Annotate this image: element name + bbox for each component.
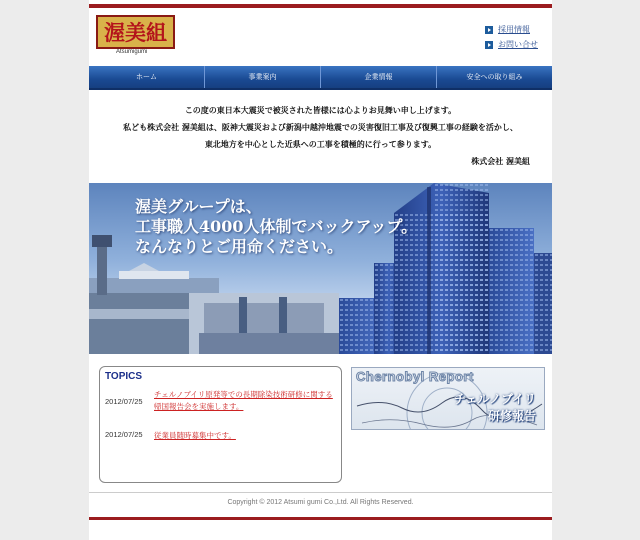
nav-home[interactable]: ホーム [89,66,205,88]
topic-date: 2012/07/25 [105,397,143,406]
recruit-link[interactable] [485,22,538,37]
copyright: Copyright © 2012 Atsumi gumi Co.,Ltd. All Rights Reserved. [227,499,414,506]
topics-title: TOPICS [105,371,143,382]
earthquake-notice [89,102,552,170]
notice-line-3: 東北地方を中心とした近県への工事を積極的に行って参ります。 [204,140,437,149]
banner-line-2: 工事職人4000人体制でバックアップ。 [135,217,418,236]
chernobyl-subtitle-jp: 研修報告 [487,409,536,423]
arrow-right-icon [485,41,493,49]
top-accent-bar [89,4,552,8]
topic-link-recruit[interactable]: 従業員随時募集中です。 [154,431,236,440]
notice-line-2: 私ども株式会社 渥美組は、阪神大震災および新潟中越沖地震での災害復旧工事及び復興工事の経験を活かし、 [123,123,518,132]
chernobyl-title-jp: チェルノブイリ [453,392,536,406]
notice-signature: 株式会社 渥美組 [471,157,530,166]
banner-line-1: 渥美グループは、 [135,197,262,216]
company-logo[interactable] [96,15,175,49]
page [89,0,552,540]
banner-headline [135,197,417,257]
contact-link[interactable] [485,37,538,52]
recruit-link-label: 採用情報 [498,25,530,34]
logo-text: 渥美組 [104,19,167,45]
notice-line-1: この度の東日本大震災で被災された皆様には心よりお見舞い申し上げます。 [184,106,457,115]
nav-company[interactable]: 企業情報 [321,66,437,88]
footer-divider [89,492,552,493]
chernobyl-title-en: Chernobyl Report [356,369,474,384]
topic-date: 2012/07/25 [105,430,143,439]
topic-link-chernobyl[interactable]: チェルノブイリ原発等での長期除染技術研修に関する帰国報告会を実施します。 [154,390,333,411]
hero-banner [89,183,552,354]
bottom-accent-bar [89,517,552,520]
chernobyl-report-banner[interactable] [351,367,545,430]
topics-box [99,366,342,483]
contact-link-label: お問い合せ [498,40,538,49]
nav-business[interactable]: 事業案内 [205,66,321,88]
nav-safety[interactable]: 安全への取り組み [466,74,523,81]
logo-subtitle: Atsumigumi [116,49,148,55]
arrow-right-icon [485,26,493,34]
main-nav [89,66,552,90]
banner-line-3: なんなりとご用命ください。 [135,237,344,256]
header-links [485,22,538,52]
